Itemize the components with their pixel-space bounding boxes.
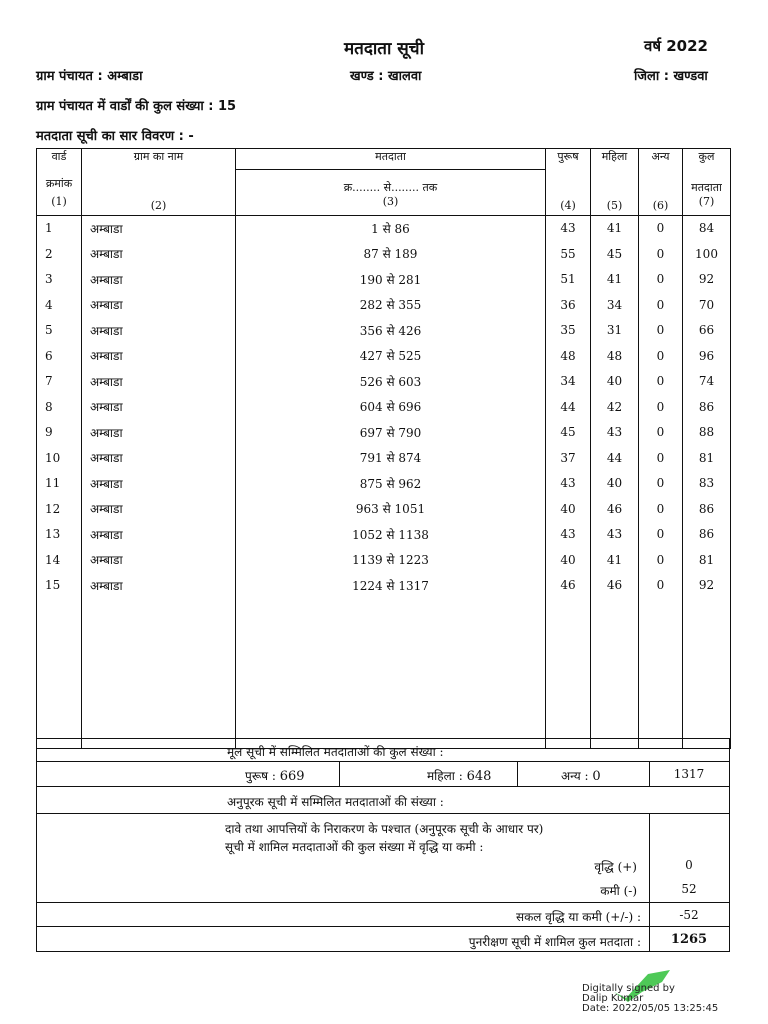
col-village-header: ग्राम का नाम xyxy=(82,149,236,170)
cell-village: अम्बाडा xyxy=(82,292,236,318)
table-row xyxy=(37,369,731,395)
cell-range: 604 से 696 xyxy=(236,394,546,420)
cell-village: अम्बाडा xyxy=(82,547,236,573)
net-change-label: सकल वृद्धि या कमी (+/-) : xyxy=(515,910,641,924)
table-subheader-row xyxy=(37,170,731,216)
supplementary-change-row xyxy=(36,813,730,903)
cell-total: 83 xyxy=(683,471,731,497)
table-row xyxy=(37,343,731,369)
signature-line-2: Dalip Kumar xyxy=(582,993,644,1004)
page-title: मतदाता सूची xyxy=(344,39,424,59)
cell-ward: 9 xyxy=(37,420,82,446)
cell-ward: 11 xyxy=(37,471,82,497)
col-male-header: पुरूष xyxy=(546,149,591,170)
cell-range: 875 से 962 xyxy=(236,471,546,497)
ward-count-label: ग्राम पंचायत में वार्डों की कुल संख्या : 15 xyxy=(36,99,237,114)
cell-female: 31 xyxy=(591,318,639,344)
cell-other: 0 xyxy=(639,369,683,395)
cell-village: अम्बाडा xyxy=(82,420,236,446)
cell-total: 81 xyxy=(683,445,731,471)
cell-range: 1139 से 1223 xyxy=(236,547,546,573)
cell-ward: 8 xyxy=(37,394,82,420)
cell-ward: 3 xyxy=(37,267,82,293)
cell-village: अम्बाडा xyxy=(82,241,236,267)
cell-range: 963 से 1051 xyxy=(236,496,546,522)
cell-male: 37 xyxy=(546,445,591,471)
cell-range: 1 से 86 xyxy=(236,215,546,241)
col-total-header: कुल xyxy=(683,149,731,170)
cell-female: 40 xyxy=(591,471,639,497)
panchayat-label: ग्राम पंचायत : अम्बाडा xyxy=(36,69,143,84)
table-body xyxy=(37,215,731,598)
cell-female: 48 xyxy=(591,343,639,369)
table-row xyxy=(37,522,731,548)
cell-village: अम्बाडा xyxy=(82,445,236,471)
cell-female: 43 xyxy=(591,420,639,446)
cell-village: अम्बाडा xyxy=(82,267,236,293)
cell-total: 96 xyxy=(683,343,731,369)
block-label: खण्ड : खालवा xyxy=(350,69,422,84)
table-row xyxy=(37,573,731,599)
cell-village: अम्बाडा xyxy=(82,471,236,497)
supplementary-text-2: सूची में शामिल मतदाताओं की कुल संख्या में वृद्धि या कमी : xyxy=(225,840,484,854)
ward-header-b: क्रमांक xyxy=(45,177,73,190)
cell-range: 1224 से 1317 xyxy=(236,573,546,599)
cell-village: अम्बाडा xyxy=(82,394,236,420)
cell-male: 34 xyxy=(546,369,591,395)
table-row xyxy=(37,267,731,293)
supplementary-text-1: दावे तथा आपत्तियों के निराकरण के पश्चात (अनुपूरक सूची के आधार पर) xyxy=(225,822,544,836)
cell-other: 0 xyxy=(639,573,683,599)
other-col-num: (6) xyxy=(639,170,683,216)
cell-female: 34 xyxy=(591,292,639,318)
cell-ward: 14 xyxy=(37,547,82,573)
table-row xyxy=(37,394,731,420)
table-header-row xyxy=(37,149,731,170)
signature-line-1: Digitally signed by xyxy=(582,983,675,994)
cell-range: 190 से 281 xyxy=(236,267,546,293)
cell-male: 48 xyxy=(546,343,591,369)
cell-ward: 2 xyxy=(37,241,82,267)
cell-male: 40 xyxy=(546,547,591,573)
cell-male: 43 xyxy=(546,522,591,548)
cell-ward: 6 xyxy=(37,343,82,369)
cell-village: अम्बाडा xyxy=(82,522,236,548)
cell-other: 0 xyxy=(639,215,683,241)
col-female-header: महिला xyxy=(591,149,639,170)
table-row xyxy=(37,420,731,446)
decrease-label: कमी (-) xyxy=(600,884,637,898)
table-row xyxy=(37,292,731,318)
table-row xyxy=(37,318,731,344)
cell-male: 43 xyxy=(546,215,591,241)
cell-range: 791 से 874 xyxy=(236,445,546,471)
cell-male: 44 xyxy=(546,394,591,420)
table-row xyxy=(37,215,731,241)
cell-total: 86 xyxy=(683,522,731,548)
cell-male: 40 xyxy=(546,496,591,522)
cell-total: 100 xyxy=(683,241,731,267)
female-total-label: महिला : xyxy=(427,769,463,783)
voters-col-num: (3) xyxy=(382,195,399,209)
cell-male: 43 xyxy=(546,471,591,497)
male-col-num: (4) xyxy=(546,170,591,216)
cell-female: 41 xyxy=(591,267,639,293)
cell-total: 88 xyxy=(683,420,731,446)
cell-female: 42 xyxy=(591,394,639,420)
cell-other: 0 xyxy=(639,420,683,446)
cell-ward: 4 xyxy=(37,292,82,318)
supplementary-label-row xyxy=(36,786,730,814)
table-row xyxy=(37,445,731,471)
male-total-value: 669 xyxy=(279,769,305,784)
female-col-num: (5) xyxy=(591,170,639,216)
decrease-value: 52 xyxy=(681,882,697,896)
main-total-label: मूल सूची में सम्मिलित मतदाताओं की कुल संख्या : xyxy=(227,745,444,759)
cell-other: 0 xyxy=(639,292,683,318)
cell-other: 0 xyxy=(639,241,683,267)
cell-range: 282 से 355 xyxy=(236,292,546,318)
table-row xyxy=(37,547,731,573)
total-header-b: मतदाता xyxy=(691,181,722,194)
cell-total: 74 xyxy=(683,369,731,395)
cell-range: 87 से 189 xyxy=(236,241,546,267)
cell-village: अम्बाडा xyxy=(82,369,236,395)
cell-other: 0 xyxy=(639,522,683,548)
cell-ward: 1 xyxy=(37,215,82,241)
increase-label: वृद्धि (+) xyxy=(594,860,637,874)
village-col-num: (2) xyxy=(82,170,236,216)
cell-village: अम्बाडा xyxy=(82,343,236,369)
table-row xyxy=(37,241,731,267)
voters-range-header: क्र........ से........ तक xyxy=(343,181,438,195)
cell-female: 46 xyxy=(591,573,639,599)
cell-village: अम्बाडा xyxy=(82,215,236,241)
cell-village: अम्बाडा xyxy=(82,318,236,344)
cell-range: 427 से 525 xyxy=(236,343,546,369)
cell-range: 356 से 426 xyxy=(236,318,546,344)
grand-total-value: 1317 xyxy=(673,767,705,781)
cell-other: 0 xyxy=(639,318,683,344)
cell-female: 41 xyxy=(591,215,639,241)
cell-other: 0 xyxy=(639,267,683,293)
supplementary-label: अनुपूरक सूची में सम्मिलित मतदाताओं की संख्या : xyxy=(227,795,444,809)
cell-range: 526 से 603 xyxy=(236,369,546,395)
other-total-label: अन्य : xyxy=(561,769,589,783)
cell-female: 40 xyxy=(591,369,639,395)
table-empty-space xyxy=(37,598,731,749)
final-total-row xyxy=(36,926,730,952)
cell-male: 51 xyxy=(546,267,591,293)
cell-ward: 15 xyxy=(37,573,82,599)
col-voters-header: मतदाता xyxy=(236,149,546,170)
year-label: वर्ष 2022 xyxy=(644,37,708,55)
ward-col-num: (1) xyxy=(51,195,67,208)
cell-village: अम्बाडा xyxy=(82,573,236,599)
voter-summary-table xyxy=(36,148,731,749)
cell-female: 43 xyxy=(591,522,639,548)
cell-ward: 7 xyxy=(37,369,82,395)
cell-total: 84 xyxy=(683,215,731,241)
cell-female: 46 xyxy=(591,496,639,522)
cell-other: 0 xyxy=(639,547,683,573)
total-col-num: (7) xyxy=(698,195,715,208)
main-total-label-row xyxy=(36,738,730,762)
cell-ward: 13 xyxy=(37,522,82,548)
table-row xyxy=(37,471,731,497)
cell-total: 86 xyxy=(683,394,731,420)
cell-other: 0 xyxy=(639,343,683,369)
cell-other: 0 xyxy=(639,445,683,471)
col-ward-header: वार्ड xyxy=(37,149,82,170)
cell-range: 1052 से 1138 xyxy=(236,522,546,548)
signature-line-3: Date: 2022/05/05 13:25:45 xyxy=(582,1003,719,1014)
cell-other: 0 xyxy=(639,496,683,522)
other-total-value: 0 xyxy=(592,769,601,784)
cell-total: 81 xyxy=(683,547,731,573)
cell-female: 41 xyxy=(591,547,639,573)
district-label: जिला : खण्डवा xyxy=(634,69,708,84)
cell-male: 35 xyxy=(546,318,591,344)
cell-female: 44 xyxy=(591,445,639,471)
female-total-value: 648 xyxy=(466,769,492,784)
male-total-label: पुरूष : xyxy=(245,769,276,783)
final-total-label: पुनरीक्षण सूची में शामिल कुल मतदाता : xyxy=(468,935,641,949)
table-row xyxy=(37,496,731,522)
cell-range: 697 से 790 xyxy=(236,420,546,446)
cell-other: 0 xyxy=(639,471,683,497)
cell-total: 92 xyxy=(683,573,731,599)
cell-male: 55 xyxy=(546,241,591,267)
cell-male: 36 xyxy=(546,292,591,318)
net-change-value: -52 xyxy=(679,908,699,922)
cell-ward: 5 xyxy=(37,318,82,344)
cell-total: 92 xyxy=(683,267,731,293)
cell-village: अम्बाडा xyxy=(82,496,236,522)
cell-ward: 12 xyxy=(37,496,82,522)
main-total-row xyxy=(36,761,730,787)
net-change-row xyxy=(36,902,730,927)
cell-male: 45 xyxy=(546,420,591,446)
cell-other: 0 xyxy=(639,394,683,420)
cell-total: 66 xyxy=(683,318,731,344)
col-other-header: अन्य xyxy=(639,149,683,170)
cell-total: 86 xyxy=(683,496,731,522)
cell-ward: 10 xyxy=(37,445,82,471)
cell-total: 70 xyxy=(683,292,731,318)
increase-value: 0 xyxy=(685,858,693,872)
cell-male: 46 xyxy=(546,573,591,599)
summary-title: मतदाता सूची का सार विवरण : - xyxy=(36,129,194,144)
final-total-value: 1265 xyxy=(670,932,708,947)
cell-female: 45 xyxy=(591,241,639,267)
digital-signature xyxy=(582,984,718,1014)
